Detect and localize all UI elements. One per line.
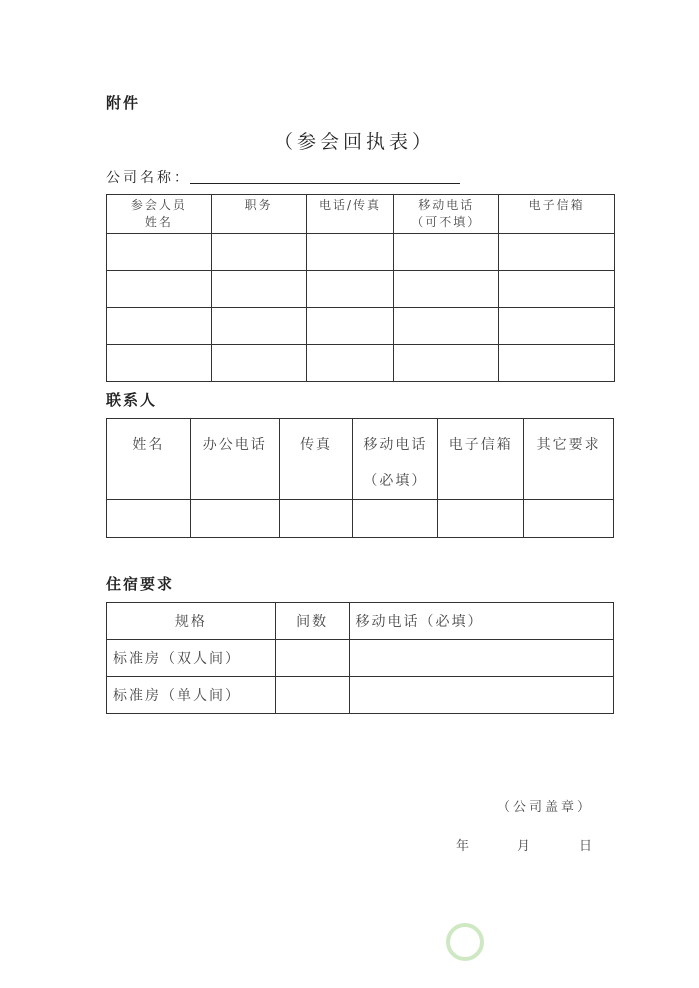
table-row xyxy=(107,640,614,677)
cell[interactable] xyxy=(394,345,499,382)
room-type-double: 标准房（双人间） xyxy=(107,640,276,677)
cell[interactable] xyxy=(353,500,438,538)
header-attendee-name: 参会人员 姓名 xyxy=(107,195,212,234)
cell[interactable] xyxy=(394,234,499,271)
table-row xyxy=(107,234,615,271)
lodging-table xyxy=(106,602,614,714)
cell[interactable] xyxy=(306,234,394,271)
header-mobile: 移动电话 （必填） xyxy=(353,419,438,500)
company-stamp-label: （公司盖章） xyxy=(497,800,594,815)
cell[interactable] xyxy=(275,677,349,714)
cell[interactable] xyxy=(211,234,306,271)
date-year: 年 xyxy=(456,839,470,854)
date-month: 月 xyxy=(517,839,531,854)
header-mobile: 移动电话 （可不填） xyxy=(394,195,499,234)
cell[interactable] xyxy=(394,271,499,308)
table-row xyxy=(107,677,614,714)
header-position: 职务 xyxy=(211,195,306,234)
cell[interactable] xyxy=(349,677,613,714)
cell[interactable] xyxy=(394,308,499,345)
table-row xyxy=(107,345,615,382)
cell[interactable] xyxy=(306,271,394,308)
cell[interactable] xyxy=(107,500,191,538)
header-phone-fax: 电话/传真 xyxy=(306,195,394,234)
cell[interactable] xyxy=(211,345,306,382)
table-header-row xyxy=(107,419,614,500)
date-day: 日 xyxy=(579,839,593,854)
header-room-type: 规格 xyxy=(107,603,276,640)
header-office-phone: 办公电话 xyxy=(190,419,279,500)
cell[interactable] xyxy=(190,500,279,538)
cell[interactable] xyxy=(306,308,394,345)
room-type-single: 标准房（单人间） xyxy=(107,677,276,714)
cell[interactable] xyxy=(499,271,615,308)
header-email: 电子信箱 xyxy=(438,419,524,500)
cell[interactable] xyxy=(349,640,613,677)
header-name: 姓名 xyxy=(107,419,191,500)
attendees-table xyxy=(106,194,615,382)
header-room-count: 间数 xyxy=(275,603,349,640)
cell[interactable] xyxy=(499,308,615,345)
cell[interactable] xyxy=(306,345,394,382)
cell[interactable] xyxy=(211,308,306,345)
cell[interactable] xyxy=(107,271,212,308)
header-email: 电子信箱 xyxy=(499,195,615,234)
lodging-section-title: 住宿要求 xyxy=(106,575,175,593)
table-row xyxy=(107,271,615,308)
table-header-row xyxy=(107,195,615,234)
cell[interactable] xyxy=(107,308,212,345)
watermark-logo-icon xyxy=(446,923,484,961)
cell[interactable] xyxy=(211,271,306,308)
header-fax: 传真 xyxy=(279,419,353,500)
cell[interactable] xyxy=(275,640,349,677)
header-mobile: 移动电话（必填） xyxy=(349,603,613,640)
cell[interactable] xyxy=(279,500,353,538)
form-title: （参会回执表） xyxy=(273,131,435,153)
company-name-label: 公司名称： xyxy=(106,170,191,186)
cell[interactable] xyxy=(107,234,212,271)
table-header-row xyxy=(107,603,614,640)
cell[interactable] xyxy=(499,345,615,382)
contact-table xyxy=(106,418,614,538)
cell[interactable] xyxy=(107,345,212,382)
cell[interactable] xyxy=(524,500,614,538)
table-row xyxy=(107,308,615,345)
contact-section-title: 联系人 xyxy=(106,391,158,409)
header-other: 其它要求 xyxy=(524,419,614,500)
table-row xyxy=(107,500,614,538)
company-name-field[interactable] xyxy=(190,183,460,184)
attachment-label: 附件 xyxy=(106,94,141,112)
cell[interactable] xyxy=(438,500,524,538)
cell[interactable] xyxy=(499,234,615,271)
